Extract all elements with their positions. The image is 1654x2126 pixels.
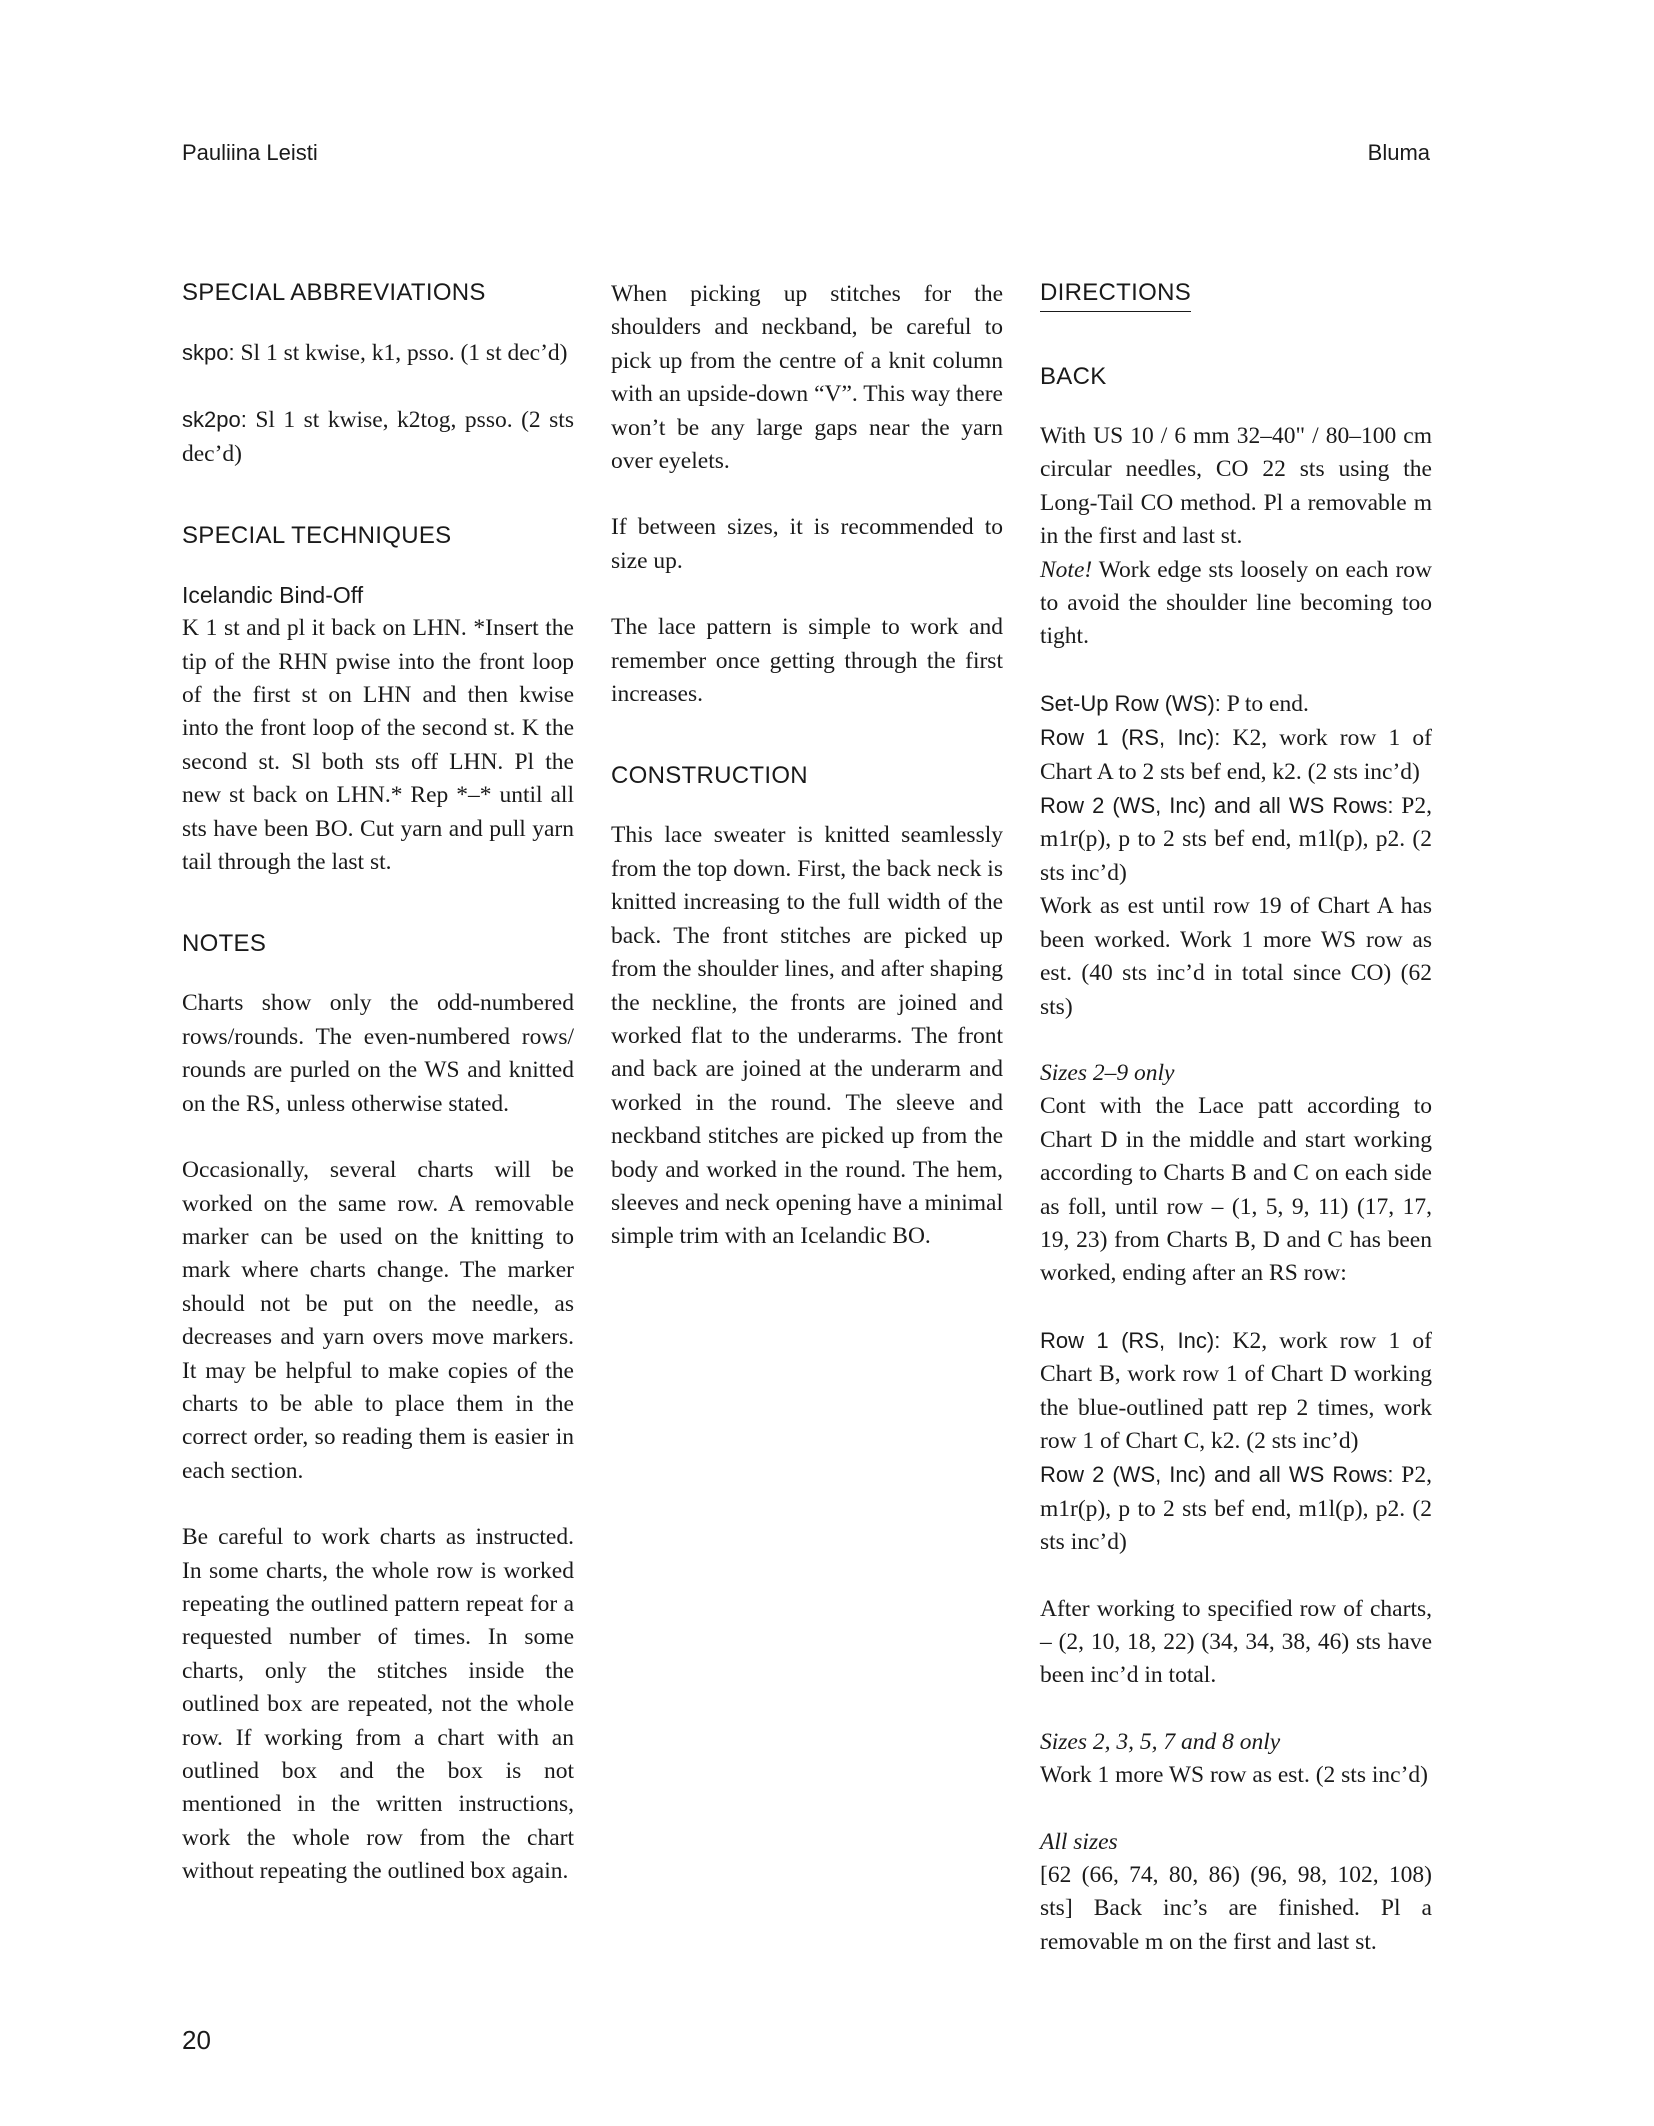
back-intro [1040,420,1432,654]
setup-row [1040,687,1432,721]
back-heading: BACK [1040,363,1107,390]
row1b-text: K2, work row 1 of Chart B, work row 1 of Chart D working the blue-outlined patt rep 2 times, work row 1 of Chart C, k2. (2 sts inc’d) [1040,1327,1433,1454]
notes-paragraph-2: Occasionally, several charts will be worked on the same row. A removable marker can be used on the knitting to mark where charts change. The marker should not be put on the needle, as decreases and yarn overs move markers. It may be helpful to make copies of the charts to be able to place them in the correct order, so reading them is easier in each section. [182,1157,574,1484]
note-label: Note! [1040,556,1093,583]
row2-line [1040,789,1432,890]
sizes-2-9-label: Sizes 2–9 only [1040,1059,1175,1086]
header-author: Pauliina Leisti [182,140,318,165]
icelandic-bo-text: K 1 st and pl it back on LHN. *Insert the tip of the RHN pwise into the front loop of the first st on LHN and then kwise into the front loop of the second st. K the second st. Sl both sts off LHN. Pl the new st back on LHN.* Rep *–* until all sts have been BO. Cut yarn and pull yarn tail through the last st. [182,615,574,876]
row2b-text: P2, m1r(p), p to 2 sts bef end, m1l(p), p2. (2 sts inc’d) [1040,1462,1432,1556]
special-abbreviations-heading: SPECIAL ABBREVIATIONS [182,279,486,306]
setup-label: Set-Up Row (WS): [1040,690,1221,716]
set-up-block [1040,687,1432,1024]
directions-heading-text: DIRECTIONS [1040,278,1191,312]
abbrev-skpo-def: Sl 1 st kwise, k1, psso. (1 st dec’d) [234,340,568,366]
row1b-line [1040,1324,1432,1459]
column-1 [182,278,574,1922]
page-number: 20 [182,2025,211,2055]
abbrev-sk2po [182,403,574,471]
row1-label: Row 1 (RS, Inc): [1040,725,1221,751]
all-sizes-text: [62 (66, 74, 80, 86) (96, 98, 102, 108) sts] Back inc’s are finished. Pl a removable m on the first and last st. [1040,1862,1432,1955]
all-sizes-label: All sizes [1040,1828,1118,1855]
notes-heading: NOTES [182,930,267,958]
special-techniques-heading: SPECIAL TECHNIQUES [182,522,452,550]
all-sizes-block [1040,1826,1432,1960]
lace-paragraph: The lace pattern is simple to work and remember once getting through the first increases. [611,614,1003,708]
row2-label: Row 2 (WS, Inc) and all WS Rows: [1040,793,1394,819]
row1-text: K2, work row 1 of Chart A to 2 sts bef end, k2. (2 sts inc’d) [1040,725,1433,785]
construction-text: This lace sweater is knitted seamlessly from the top down. First, the back neck is knitted increasing to the full width of the back. The front stitches are picked up from the shoulder lines, and after shaping the neckline, the fronts are joined and worked flat to the underarms. The front and back are joined at the underarm and worked in the round. The sleeve and neckband stitches are picked up from the body and worked in the round. The hem, sleeves and neck opening have a minimal simple trim with an Icelandic BO. [611,822,1003,1250]
setup-text: P to end. [1220,690,1309,717]
construction-heading: CONSTRUCTION [611,762,808,790]
sizes-2-9-block [1040,1057,1432,1291]
row1b-label: Row 1 (RS, Inc): [1040,1327,1221,1353]
sizes-2-9-text: Cont with the Lace patt according to Chart D in the middle and start working according to Charts B and C on each side as foll, until row – (1, 5, 9, 11) (17, 17, 19, 23) from Charts B, D and C has been worked, ending after an RS row: [1040,1093,1432,1287]
column-2 [611,278,1003,1287]
row1-line [1040,721,1432,789]
abbrev-sk2po-def: Sl 1 st kwise, k2tog, psso. (2 sts dec’d) [182,407,574,467]
work-as-est: Work as est until row 19 of Chart A has been worked. Work 1 more WS row as est. (40 sts inc’d in total since CO) (62 sts) [1040,893,1432,1020]
sizes-23578-block [1040,1726,1432,1793]
notes-paragraph-1: Charts show only the odd-numbered rows/rounds. The even-numbered rows/ rounds are purled on the WS and knitted on the RS, unless otherwise stated. [182,990,574,1117]
abbrev-skpo [182,336,574,370]
chart-rows-block [1040,1324,1432,1560]
sizes-23578-label: Sizes 2, 3, 5, 7 and 8 only [1040,1728,1281,1755]
row2b-line [1040,1458,1432,1559]
notes-paragraph-3: Be careful to work charts as instructed. In some charts, the whole row is worked repeating the outlined pattern repeat for a requested number of times. In some charts, only the stitches inside the outlined box are repeated, not the whole row. If working from a chart with an outlined box and the box is not mentioned in the written instructions, work the whole row from the chart without repeating the outlined box again. [182,1524,574,1885]
icelandic-bo-heading: Icelandic Bind-Off [182,582,364,609]
sizing-paragraph: If between sizes, it is recommended to size up. [611,514,1003,574]
header-title: Bluma [1367,140,1430,165]
after-working: After working to specified row of charts, – (2, 10, 18, 22) (34, 34, 38, 46) sts have been inc’d in total. [1040,1595,1432,1689]
row2b-label: Row 2 (WS, Inc) and all WS Rows: [1040,1462,1394,1488]
column-3 [1040,278,1432,1992]
pickup-paragraph: When picking up stitches for the shoulders and neckband, be careful to pick up from the centre of a knit column with an upside-down “V”. This way there won’t be any large gaps near the yarn over eyelets. [611,281,1003,475]
note-text: Work edge sts loosely on each row to avoid the shoulder line becoming too tight. [1040,556,1432,650]
directions-heading [1040,278,1432,312]
note-line [1040,554,1432,654]
back-intro-text: With US 10 / 6 mm 32–40" / 80–100 cm circular needles, CO 22 sts using the Long-Tail CO method. Pl a removable m in the first and last st. [1040,423,1432,550]
sizes-23578-text: Work 1 more WS row as est. (2 sts inc’d) [1040,1762,1428,1789]
abbrev-sk2po-term: sk2po: [182,407,247,433]
abbrev-skpo-term: skpo: [182,340,235,365]
row2-text: P2, m1r(p), p to 2 sts bef end, m1l(p), p2. (2 sts inc’d) [1040,793,1432,886]
